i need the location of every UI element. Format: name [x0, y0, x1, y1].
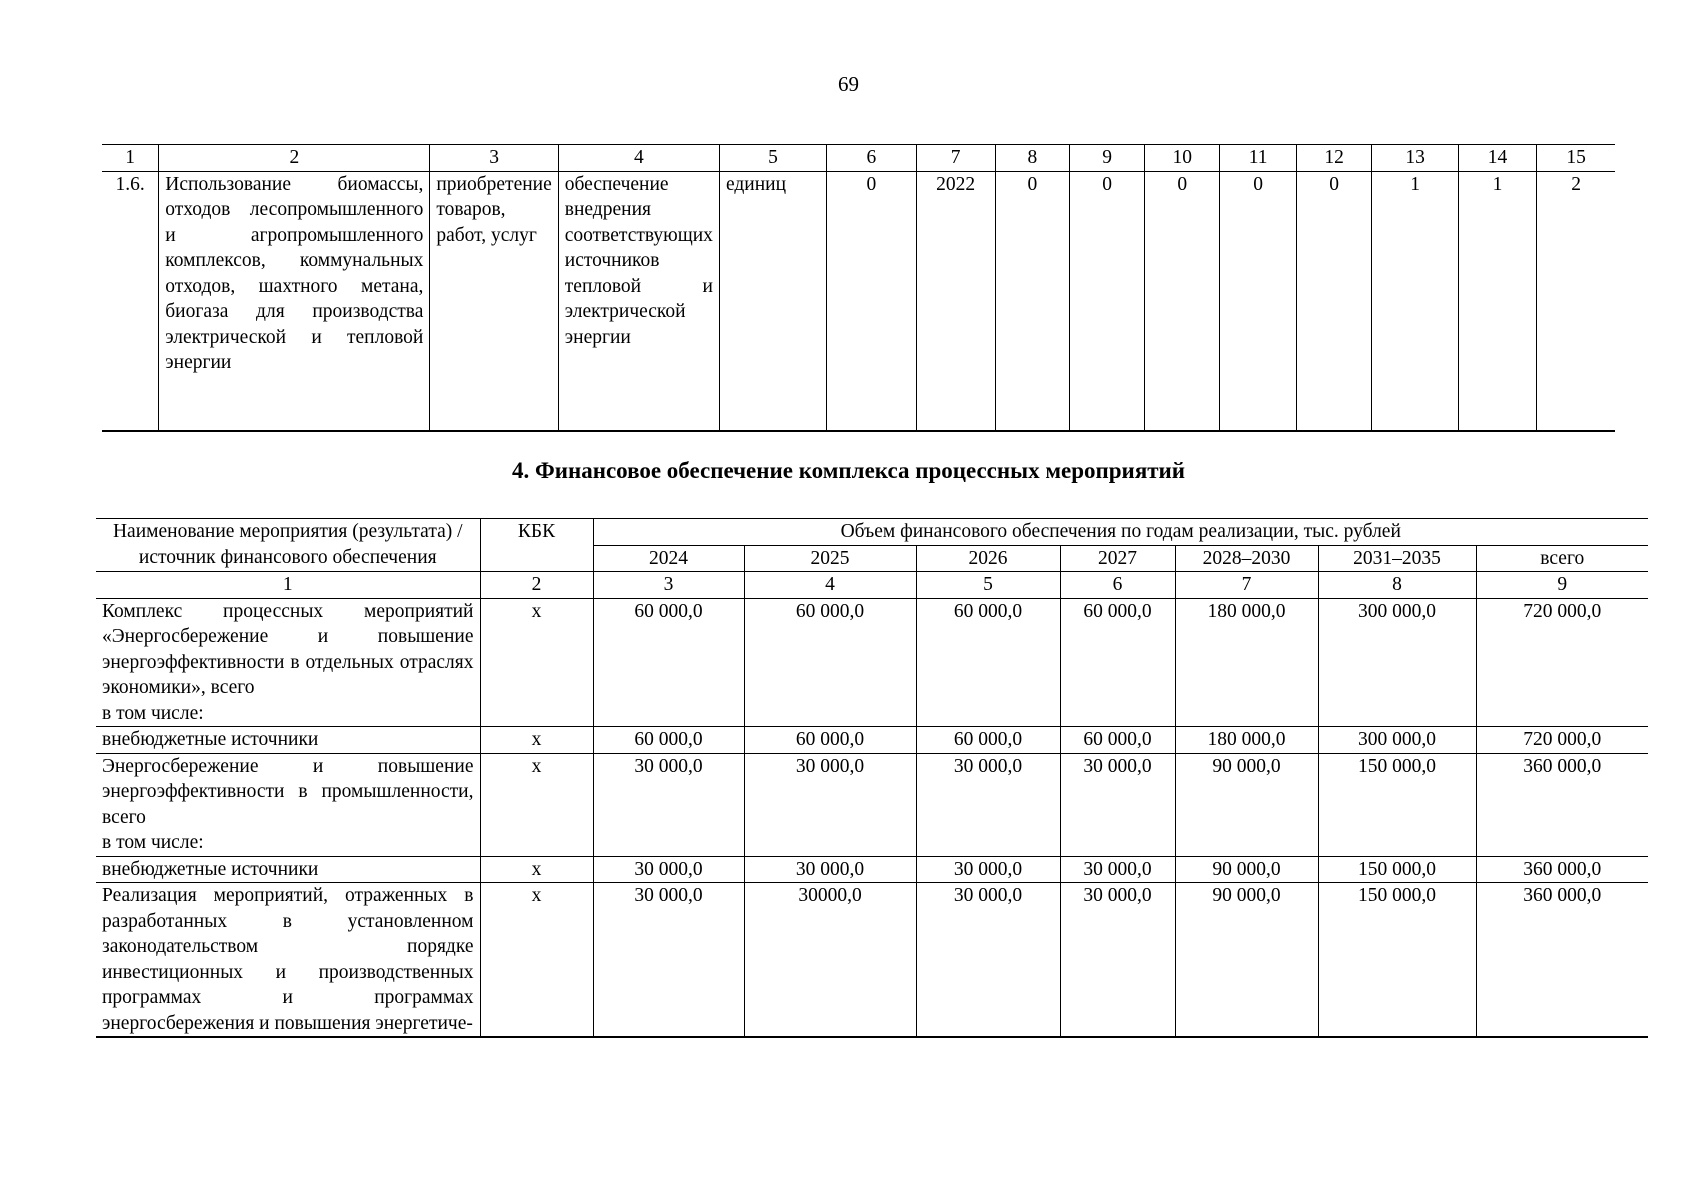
- amount: 30 000,0: [1060, 883, 1175, 1038]
- year-value: 0: [1145, 171, 1220, 431]
- row-name: Комплекс процессных мероприятий «Энергосбережение и повышение энергоэффективности в отдельных отраслях экономики», всего: [102, 600, 474, 698]
- table-header-row: [102, 145, 1615, 172]
- column-number: 6: [827, 145, 917, 172]
- kbk-value: х: [480, 727, 593, 754]
- column-number: 3: [593, 572, 744, 599]
- amount: 150 000,0: [1318, 856, 1476, 883]
- column-number: 13: [1372, 145, 1459, 172]
- amount: 30 000,0: [916, 883, 1060, 1038]
- kbk-value: х: [480, 856, 593, 883]
- amount: 60 000,0: [1060, 598, 1175, 727]
- year-value: 0: [995, 171, 1070, 431]
- kbk-value: х: [480, 598, 593, 727]
- amount: 180 000,0: [1175, 598, 1318, 727]
- measure-type: приобретение товаров, работ, услуг: [430, 171, 558, 431]
- amount-total: 360 000,0: [1476, 883, 1648, 1038]
- header-year: 2026: [916, 545, 1060, 572]
- amount: 300 000,0: [1318, 598, 1476, 727]
- amount: 60 000,0: [744, 727, 916, 754]
- header-year: 2031–2035: [1318, 545, 1476, 572]
- column-number: 7: [916, 145, 995, 172]
- column-number: 2: [159, 145, 430, 172]
- page-number: 69: [838, 72, 859, 96]
- column-number: 6: [1060, 572, 1175, 599]
- amount: 30 000,0: [744, 856, 916, 883]
- amount: 300 000,0: [1318, 727, 1476, 754]
- column-number: 11: [1220, 145, 1296, 172]
- table-row: [96, 883, 1648, 1038]
- amount: 180 000,0: [1175, 727, 1318, 754]
- header-total: всего: [1476, 545, 1648, 572]
- table-row: [96, 753, 1648, 856]
- header-year: 2028–2030: [1175, 545, 1318, 572]
- header-volume: Объем финансового обеспечения по годам реализации, тыс. рублей: [593, 519, 1648, 546]
- financing-table: [96, 518, 1648, 1038]
- amount: 30000,0: [744, 883, 916, 1038]
- kbk-value: х: [480, 753, 593, 856]
- amount: 60 000,0: [916, 727, 1060, 754]
- amount: 30 000,0: [1060, 856, 1175, 883]
- amount-total: 720 000,0: [1476, 727, 1648, 754]
- row-name: Реализация мероприятий, отраженных в разработанных в установленном законодательством порядке инвестиционных и производственных программах и программах энергосбережения и повышения энергетиче-: [96, 883, 480, 1038]
- column-number: 5: [916, 572, 1060, 599]
- row-subnote: в том числе:: [102, 702, 204, 724]
- indicators-table: [102, 144, 1615, 432]
- amount: 30 000,0: [916, 753, 1060, 856]
- base-year: 2022: [916, 171, 995, 431]
- year-value: 0: [1220, 171, 1296, 431]
- amount-total: 360 000,0: [1476, 753, 1648, 856]
- amount: 150 000,0: [1318, 753, 1476, 856]
- header-kbk: КБК: [480, 519, 593, 572]
- amount-total: 360 000,0: [1476, 856, 1648, 883]
- table-row: [102, 171, 1615, 431]
- column-number: 1: [102, 145, 159, 172]
- column-number: 3: [430, 145, 558, 172]
- amount: 90 000,0: [1175, 753, 1318, 856]
- column-number: 8: [1318, 572, 1476, 599]
- column-number: 15: [1537, 145, 1615, 172]
- year-value: 1: [1372, 171, 1459, 431]
- header-name: Наименование мероприятия (результата) / источник финансового обеспечения: [96, 519, 480, 572]
- table-header-row: [96, 519, 1648, 546]
- column-numbers-row: [96, 572, 1648, 599]
- amount: 30 000,0: [744, 753, 916, 856]
- header-year: 2024: [593, 545, 744, 572]
- amount: 60 000,0: [744, 598, 916, 727]
- column-number: 7: [1175, 572, 1318, 599]
- row-name-cell: [96, 598, 480, 727]
- row-name: внебюджетные источники: [96, 727, 480, 754]
- column-number: 9: [1476, 572, 1648, 599]
- table-row: [96, 598, 1648, 727]
- amount: 30 000,0: [916, 856, 1060, 883]
- column-number: 4: [558, 145, 719, 172]
- column-number: 4: [744, 572, 916, 599]
- row-name: Энергосбережение и повышение энергоэффективности в промышленности, всего: [102, 755, 474, 828]
- amount: 60 000,0: [593, 727, 744, 754]
- kbk-value: х: [480, 883, 593, 1038]
- amount: 30 000,0: [593, 753, 744, 856]
- base-value: 0: [827, 171, 917, 431]
- amount: 30 000,0: [593, 856, 744, 883]
- measure-name: Использование биомассы, отходов лесопромышленного и агропромышленного комплексов, коммунальных отходов, шахтного метана, биогаза для производства электрической и тепловой энергии: [159, 171, 430, 431]
- amount-total: 720 000,0: [1476, 598, 1648, 727]
- year-value: 0: [1070, 171, 1145, 431]
- measure-characteristic: обеспечение внедрения соответствующих источников тепловой и электрической энергии: [558, 171, 719, 431]
- amount: 60 000,0: [593, 598, 744, 727]
- amount: 30 000,0: [593, 883, 744, 1038]
- unit: единиц: [719, 171, 826, 431]
- header-year: 2027: [1060, 545, 1175, 572]
- year-value: 1: [1458, 171, 1536, 431]
- column-number: 14: [1458, 145, 1536, 172]
- amount: 150 000,0: [1318, 883, 1476, 1038]
- column-number: 10: [1145, 145, 1220, 172]
- column-number: 5: [719, 145, 826, 172]
- row-subnote: в том числе:: [102, 832, 204, 853]
- column-number: 12: [1296, 145, 1371, 172]
- column-number: 9: [1070, 145, 1145, 172]
- amount: 60 000,0: [1060, 727, 1175, 754]
- column-number: 2: [480, 572, 593, 599]
- section-heading: 4. Финансовое обеспечение комплекса процессных мероприятий: [511, 458, 1186, 483]
- table-row: [96, 856, 1648, 883]
- header-year: 2025: [744, 545, 916, 572]
- column-number: 1: [96, 572, 480, 599]
- amount: 90 000,0: [1175, 883, 1318, 1038]
- year-value: 2: [1537, 171, 1615, 431]
- amount: 90 000,0: [1175, 856, 1318, 883]
- table-row: [96, 727, 1648, 754]
- year-value: 0: [1296, 171, 1371, 431]
- column-number: 8: [995, 145, 1070, 172]
- row-number: 1.6.: [102, 171, 159, 431]
- row-name: внебюджетные источники: [96, 856, 480, 883]
- amount: 60 000,0: [916, 598, 1060, 727]
- amount: 30 000,0: [1060, 753, 1175, 856]
- row-name-cell: [96, 753, 480, 856]
